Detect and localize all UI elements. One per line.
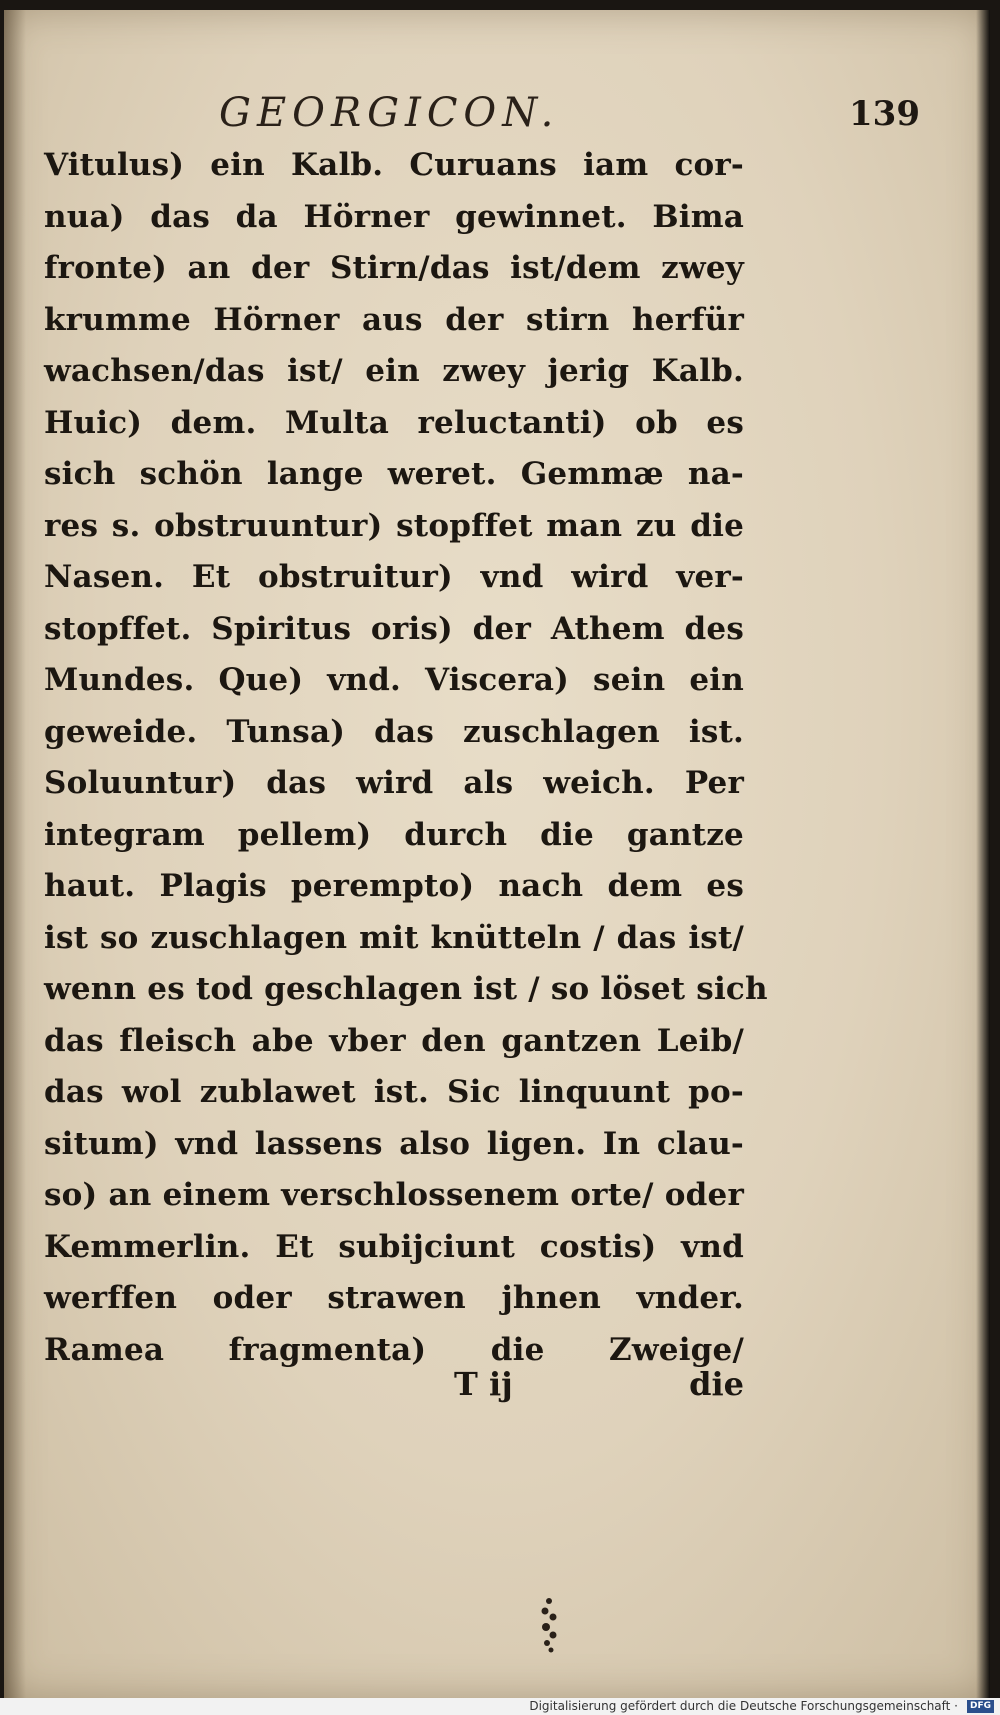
book-page <box>4 10 990 1698</box>
text-line: Kemmerlin. Et subijciunt costis) vnd <box>44 1228 744 1265</box>
text-line: Mundes. Que) vnd. Viscera) sein ein <box>44 662 744 698</box>
text-line: Ramea fragmenta) die Zweige/ <box>44 1331 744 1368</box>
running-title: GEORGICON. <box>219 90 560 136</box>
text-line: so) an einem verschlossenem orte/ oder <box>44 1177 744 1213</box>
text-line: situm) vnd lassens also ligen. In clau- <box>44 1125 744 1162</box>
text-line: haut. Plagis perempto) nach dem es <box>44 868 744 904</box>
text-line: stopffet. Spiritus oris) der Athem des <box>44 610 744 647</box>
text-line: fronte) an der Stirn/das ist/dem zwey <box>44 250 744 286</box>
text-line: wachsen/das ist/ ein zwey jerig Kalb. <box>44 353 744 389</box>
text-line: sich schön lange weret. Gemmæ na- <box>44 456 744 492</box>
text-block <box>44 140 768 1376</box>
text-line: Nasen. Et obstruitur) vnd wird ver- <box>44 559 744 595</box>
text-line: Soluuntur) das wird als weich. Per <box>44 765 744 801</box>
page-header <box>44 90 950 140</box>
text-line: das wol zublawet ist. Sic linquunt po- <box>44 1074 744 1110</box>
catchline <box>44 1365 744 1417</box>
text-line: werffen oder strawen jhnen vnder. <box>44 1280 744 1316</box>
text-line: res s. obstruuntur) stopffet man zu die <box>44 507 744 544</box>
digitization-footer <box>0 1698 1000 1715</box>
page-edge-shadow <box>976 10 990 1698</box>
text-line: krumme Hörner aus der stirn herfür <box>44 301 744 338</box>
ornament-icon <box>534 1595 564 1655</box>
text-line: integram pellem) durch die gantze <box>44 816 744 853</box>
dfg-logo: DFG <box>967 1700 994 1713</box>
text-line: Vitulus) ein Kalb. Curuans iam cor- <box>44 147 744 183</box>
spine-shadow <box>4 10 26 1698</box>
text-line: wenn es tod geschlagen ist / so löset sich <box>44 971 768 1007</box>
text-line: Huic) dem. Multa reluctanti) ob es <box>44 404 744 441</box>
funding-notice: Digitalisierung gefördert durch die Deutsche Forschungsgemeinschaft · <box>529 1699 958 1713</box>
text-line: das fleisch abe vber den gantzen Leib/ <box>44 1022 744 1059</box>
signature-mark: T ij <box>454 1365 513 1403</box>
catchword: die <box>689 1365 744 1403</box>
page-number: 139 <box>849 94 920 134</box>
text-line: geweide. Tunsa) das zuschlagen ist. <box>44 713 744 750</box>
text-line: nua) das da Hörner gewinnet. Bima <box>44 198 744 235</box>
text-line: ist so zuschlagen mit knütteln / das ist/ <box>44 919 744 956</box>
